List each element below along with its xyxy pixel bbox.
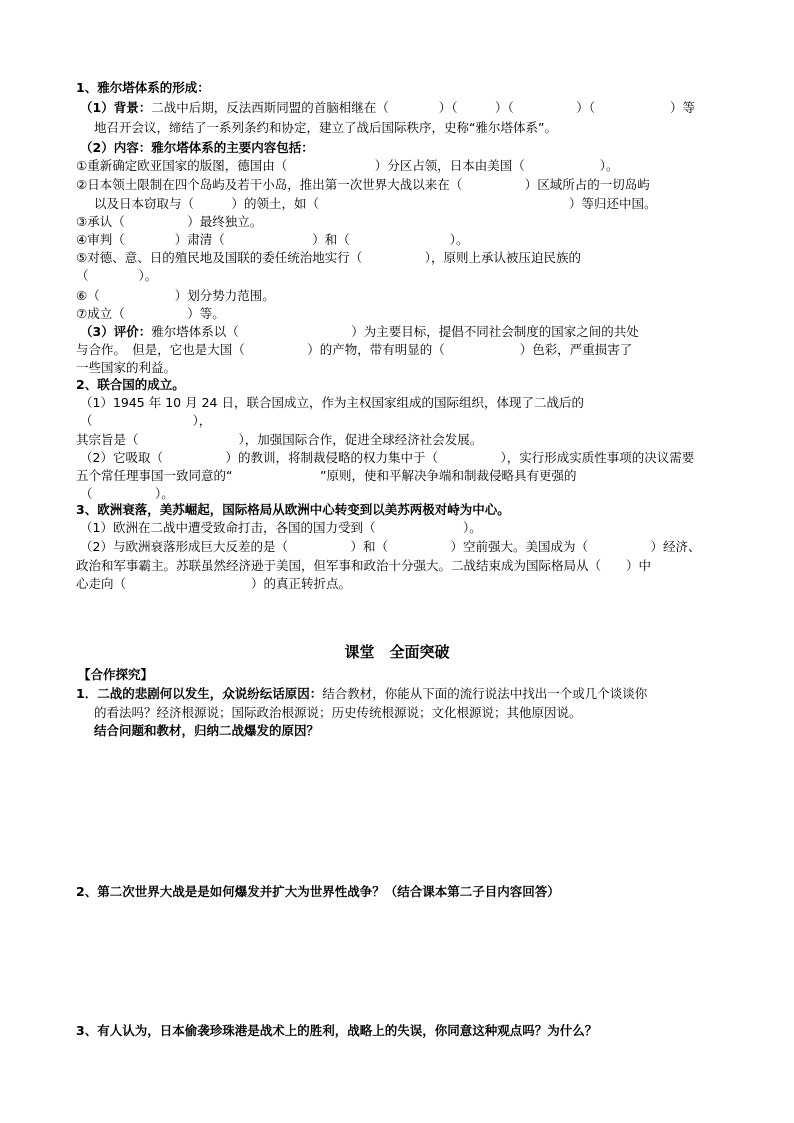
evaluation-line-1 — [80, 323, 730, 341]
content-item-3: ③承认（ ）最终独立。 — [76, 214, 263, 229]
un-point-1a: （1）1945 年 10 月 24 日，联合国成立，作为主权国家组成的国际组织，体现了二战后的 — [80, 395, 584, 410]
background-label: （1）背景： — [80, 100, 152, 115]
question2: 2、第二次世界大战是是如何爆发并扩大为世界性战争？（结合课本第二子目内容回答） — [76, 884, 560, 899]
classroom-heading: 课堂 全面突破 — [344, 643, 450, 661]
content-item-2b: 以及日本窃取与（ ）的领土，如（ ）等归还中国。 — [94, 196, 657, 211]
background-text-1: 二战中后期，反法西斯同盟的首脑相继在（ ）（ ）（ ）（ ）等 — [151, 100, 695, 115]
evaluation-line-3: 一些国家的利益。 — [76, 360, 177, 375]
content-item-7: ⑦成立（ ）等。 — [76, 306, 225, 321]
content-item-4: ④审判（ ）肃清（ ）和（ ）。 — [76, 232, 469, 247]
question1-label: 1．二战的悲剧何以发生，众说纷纭话原因： — [76, 686, 323, 701]
content-item-6: ⑥（ ）划分势力范围。 — [76, 288, 275, 303]
question1-line-3: 结合问题和教材，归纳二战爆发的原因？ — [94, 723, 320, 738]
section1-title: 1、雅尔塔体系的形成： — [76, 80, 210, 95]
content-item-1: ①重新确定欧亚国家的版图，德国由（ ）分区占领，日本由美国（ ）。 — [76, 158, 619, 173]
content-item-2a: ②日本领土限制在四个岛屿及若干小岛，推出第一次世界大战以来在（ ）区域所占的一切岛屿 — [76, 177, 650, 192]
un-point-1c: 其宗旨是（ ），加强国际合作，促进全球经济社会发展。 — [76, 432, 483, 447]
un-point-2c: （ ）。 — [80, 486, 174, 501]
content-title: （2）内容：雅尔塔体系的主要内容包括： — [80, 140, 314, 155]
pattern-point-2b: 政治和军事霸主。苏联虽然经济逊于美国，但军事和政治十分强大。二战结束成为国际格局从（ ）中 — [76, 558, 652, 573]
section2-title: 2、联合国的成立。 — [76, 377, 185, 392]
evaluation-text-1: 雅尔塔体系以（ ）为主要目标，提倡不同社会制度的国家之间的共处 — [151, 324, 639, 339]
pattern-point-2c: 心走向（ ）的真正转折点。 — [76, 576, 352, 591]
un-point-1b: （ ）， — [80, 413, 212, 428]
question1-line-2: 的看法吗？经济根源说；国际政治根源说；历史传统根源说；文化根源说；其他原因说。 — [94, 705, 582, 720]
evaluation-line-2: 与合作。 但是，它也是大国（ ）的产物，带有明显的（ ）色彩，严重损害了 — [76, 342, 633, 357]
un-point-2a: （2）它吸取（ ）的教训，将制裁侵略的权力集中于（ ），实行形成实质性事项的决议需要 — [80, 450, 695, 465]
un-point-2b: 五个常任理事国一致同意的“ ”原则，使和平解决争端和制裁侵略具有更强的 — [76, 468, 577, 483]
pattern-point-1: （1）欧洲在二战中遭受致命打击，各国的国力受到（ ）。 — [80, 520, 482, 535]
pattern-point-2a: （2）与欧洲衰落形成巨大反差的是（ ）和（ ）空前强大。美国成为（ ）经济、 — [80, 539, 701, 554]
evaluation-label: （3）评价： — [80, 324, 152, 339]
background-line-1 — [80, 99, 730, 117]
section3-title: 3、欧洲衰落，美苏崛起，国际格局从欧洲中心转变到以美苏两极对峙为中心。 — [76, 502, 510, 517]
cooperation-heading: 【合作探究】 — [78, 667, 154, 682]
content-item-5a: ⑤对德、意、日的殖民地及国联的委任统治地实行（ ），原则上承认被压迫民族的 — [76, 250, 581, 265]
background-line-2: 地召开会议，缔结了一系列条约和协定，建立了战后国际秩序，史称“雅尔塔体系”。 — [94, 120, 557, 135]
question1-line-1 — [76, 685, 726, 703]
content-item-5b: （ ）。 — [76, 268, 158, 283]
question1-text-1: 结合教材，你能从下面的流行说法中找出一个或几个谈谈你 — [322, 686, 648, 701]
question3: 3、有人认为，日本偷袭珍珠港是战术上的胜利，战略上的失误，你同意这种观点吗？为什么？ — [76, 1023, 598, 1038]
